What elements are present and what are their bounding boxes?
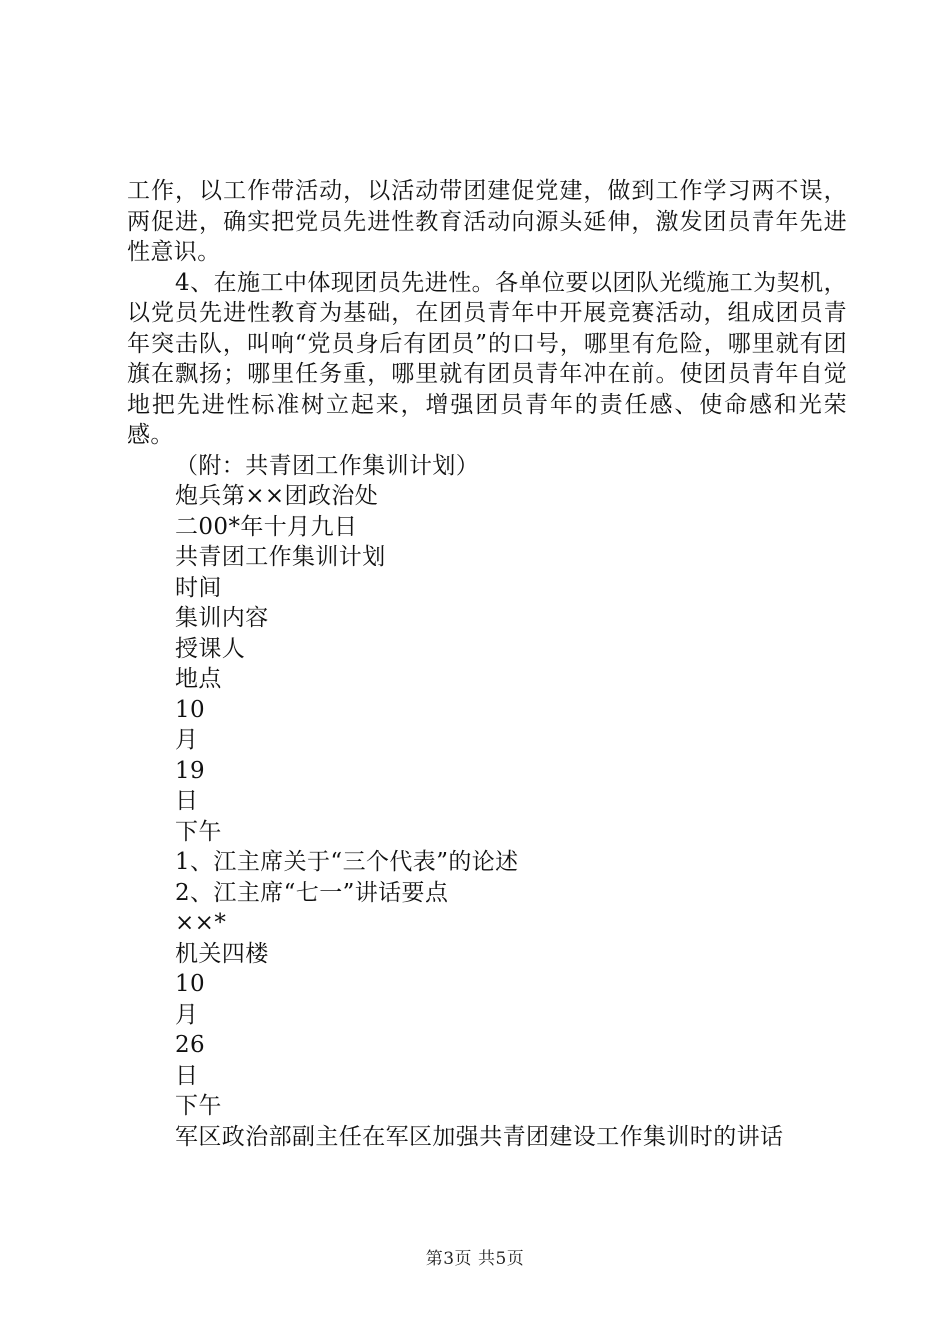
schedule-lines	[127, 451, 847, 1122]
paragraph-item-4: 4、在施工中体现团员先进性。各单位要以团队光缆施工为契机，以党员先进性教育为基础，在团员青年中开展竞赛活动，组成团员青年突击队，叫响“党员身后有团员”的口号，哪里有危险，哪里就有团旗在飘扬；哪里任务重，哪里就有团员青年冲在前。使团员青年自觉地把先进性标准树立起来，增强团员青年的责任感、使命感和光荣感。	[127, 269, 847, 448]
issuer-line: 炮兵第××团政治处	[175, 483, 379, 509]
date-line: 二00*年十月九日	[175, 513, 358, 540]
closing-heading: 军区政治部副主任在军区加强共青团建设工作集训时的讲话	[175, 1123, 784, 1150]
table-cell: 日	[175, 788, 199, 814]
page-footer: 第3页 共5页	[425, 1249, 525, 1269]
table-cell: 月	[175, 1001, 199, 1028]
table-cell: 1、江主席关于“三个代表”的论述	[175, 849, 519, 875]
table-cell: 下午	[175, 1093, 222, 1119]
table-cell: 机关四楼	[175, 940, 269, 967]
table-cell: 下午	[175, 818, 222, 845]
paragraph-continuation: 工作，以工作带活动，以活动带团建促党建，做到工作学习两不误，两促进，确实把党员先进性教育活动向源头延伸，激发团员青年先进性意识。	[127, 178, 847, 265]
table-header-content: 集训内容	[175, 605, 269, 631]
document-body	[127, 176, 847, 1152]
table-cell: 月	[175, 727, 199, 753]
table-cell: 10	[175, 971, 206, 997]
table-cell: ××*	[175, 910, 227, 936]
table-cell: 10	[175, 696, 206, 723]
table-header-time: 时间	[175, 574, 222, 601]
table-cell: 19	[175, 757, 206, 784]
appendix-note: （附：共青团工作集训计划）	[175, 452, 480, 479]
table-cell: 2、江主席“七一”讲话要点	[175, 879, 449, 906]
table-cell: 26	[175, 1032, 206, 1058]
table-header-lecturer: 授课人	[175, 635, 246, 662]
table-header-location: 地点	[175, 666, 222, 692]
plan-title: 共青团工作集训计划	[175, 544, 386, 570]
table-cell: 日	[175, 1062, 199, 1089]
